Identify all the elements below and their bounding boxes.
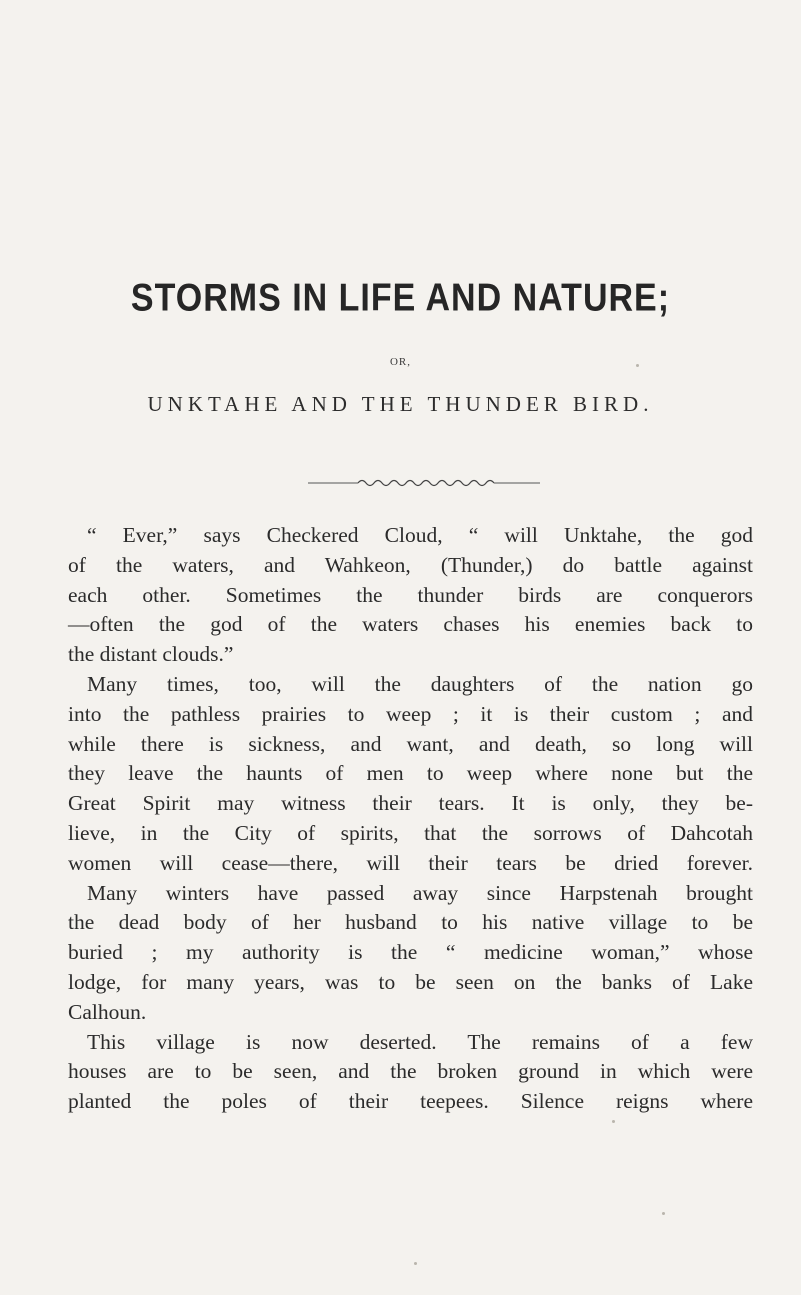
body-text — [68, 521, 753, 1117]
text-line: This village is now deserted. The remains of a few — [87, 1029, 753, 1054]
text-line: Great Spirit may witness their tears. It is only, they be- — [68, 791, 753, 816]
text-line: into the pathless prairies to weep ; it is their custom ; and — [68, 701, 753, 726]
text-line: lodge, for many years, was to be seen on the banks of Lake — [68, 969, 753, 994]
text-line: of the waters, and Wahkeon, (Thunder,) do battle against — [68, 552, 753, 577]
paper-speck — [414, 1262, 417, 1265]
text-line: Many winters have passed away since Harpstenah brought — [87, 880, 753, 905]
wavy-rule-ornament — [308, 476, 540, 490]
text-line: lieve, in the City of spirits, that the sorrows of Dahcotah — [68, 820, 753, 845]
chapter-title: STORMS IN LIFE AND NATURE; — [130, 276, 671, 320]
text-line: women will cease—there, will their tears be dried forever. — [68, 850, 753, 875]
text-line: while there is sickness, and want, and death, so long will — [68, 731, 753, 756]
text-line: Many times, too, will the daughters of the nation go — [87, 671, 753, 696]
text-line: houses are to be seen, and the broken ground in which were — [68, 1059, 753, 1084]
paper-speck — [662, 1212, 665, 1215]
text-line: each other. Sometimes the thunder birds are conquerors — [68, 582, 753, 607]
paper-speck — [636, 364, 639, 367]
chapter-subtitle: UNKTAHE AND THE THUNDER BIRD. — [147, 392, 654, 416]
text-line: —often the god of the waters chases his enemies back to — [68, 612, 753, 637]
text-line: buried ; my authority is the “ medicine woman,” whose — [68, 940, 753, 965]
text-line: “ Ever,” says Checkered Cloud, “ will Unktahe, the god — [87, 523, 753, 547]
text-line: the distant clouds.” — [68, 642, 234, 667]
paper-speck — [612, 1120, 615, 1123]
text-line: the dead body of her husband to his native village to be — [68, 910, 753, 935]
title-conjunction: OR, — [389, 356, 412, 368]
text-line: they leave the haunts of men to weep where none but the — [68, 761, 753, 786]
text-line: Calhoun. — [68, 999, 147, 1024]
text-line: planted the poles of their teepees. Silence reigns where — [68, 1089, 753, 1114]
